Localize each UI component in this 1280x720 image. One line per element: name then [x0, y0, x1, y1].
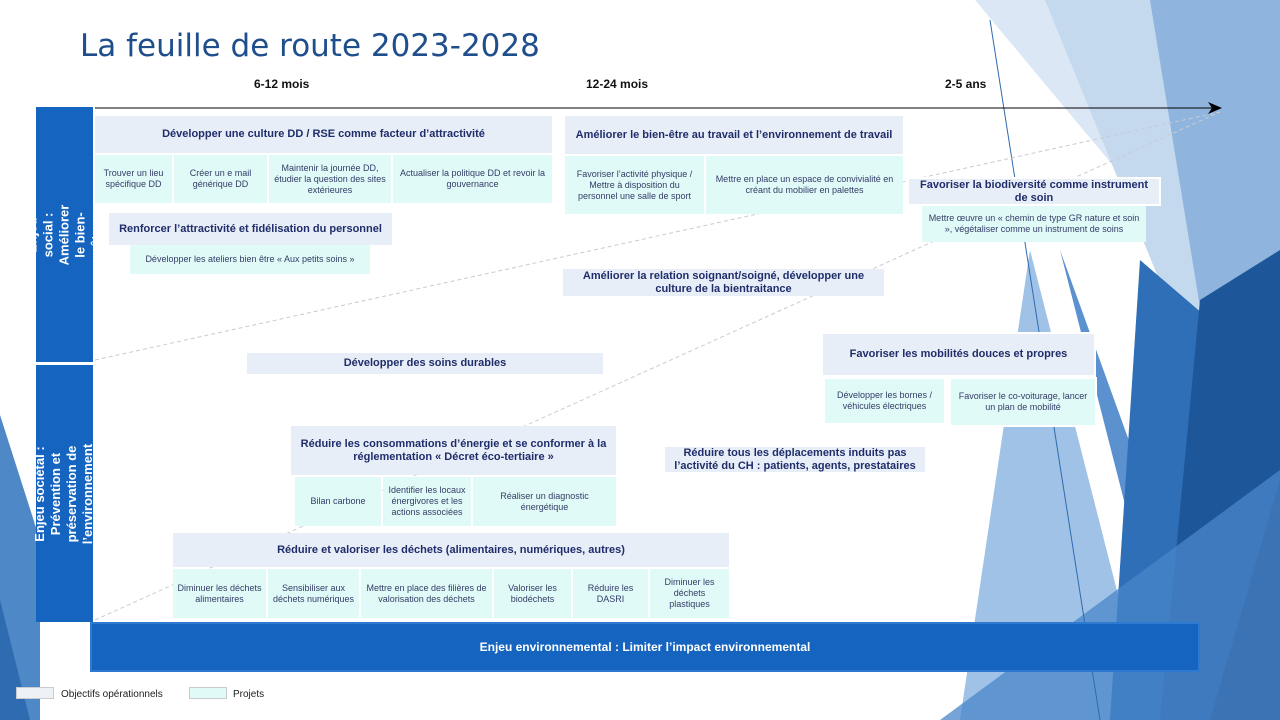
project-bilan-carbone: Bilan carbone	[295, 477, 381, 526]
legend-swatch-objectives	[16, 687, 54, 699]
project-dechets-plastiques: Diminuer les déchets plastiques	[650, 569, 729, 618]
project-email-dd: Créer un e mail générique DD	[174, 155, 267, 203]
objective-mobilites: Favoriser les mobilités douces et propres	[821, 332, 1096, 377]
project-dechets-numeriques: Sensibiliser aux déchets numériques	[268, 569, 359, 618]
objective-attractivite: Renforcer l’attractivité et fidélisation du personnel	[109, 213, 392, 245]
objective-deplacements: Réduire tous les déplacements induits pas l’activité du CH : patients, agents, prestataires	[665, 447, 925, 472]
timeline-label-long: 2-5 ans	[945, 77, 987, 91]
project-biodechets: Valoriser les biodéchets	[494, 569, 571, 618]
project-locaux-energivores: Identifier les locaux énergivores et les actions associées	[383, 477, 471, 526]
project-covoiturage: Favoriser le co-voiturage, lancer un plan de mobilité	[949, 377, 1097, 427]
objective-culture-dd: Développer une culture DD / RSE comme facteur d’attractivité	[95, 116, 552, 153]
project-diagnostic-energetique: Réaliser un diagnostic énergétique	[473, 477, 616, 526]
project-politique-dd: Actualiser la politique DD et revoir la gouvernance	[393, 155, 552, 203]
objective-dechets: Réduire et valoriser les déchets (alimentaires, numériques, autres)	[173, 533, 729, 567]
project-ateliers-bien-etre: Développer les ateliers bien être « Aux petits soins »	[130, 245, 370, 274]
legend-label-objectives: Objectifs opérationnels	[61, 689, 163, 700]
project-activite-physique: Favoriser l’activité physique / Mettre à disposition du personnel une salle de sport	[565, 156, 704, 214]
societal-issue-label: Enjeu sociétal : Prévention et préservation de l’environnement	[36, 365, 93, 622]
timeline-label-medium: 12-24 mois	[586, 77, 649, 91]
social-issue-label: Enjeu social : Améliorer le bien-être	[36, 107, 93, 362]
timeline-label-short: 6-12 mois	[254, 77, 310, 91]
project-journee-dd: Maintenir la journée DD, étudier la question des sites extérieures	[269, 155, 391, 203]
project-filieres-valorisation: Mettre en place des filières de valorisation des déchets	[361, 569, 492, 618]
project-chemin-gr: Mettre œuvre un « chemin de type GR nature et soin », végétaliser comme un instrument de soins	[922, 206, 1146, 242]
project-bornes-electriques: Développer les bornes / véhicules électriques	[823, 377, 946, 425]
page-title: La feuille de route 2023-2028	[80, 28, 540, 64]
objective-soins-durables: Développer des soins durables	[247, 353, 603, 374]
legend-label-projects: Projets	[233, 689, 265, 700]
project-dechets-alimentaires: Diminuer les déchets alimentaires	[173, 569, 266, 618]
legend-swatch-projects	[189, 687, 227, 699]
objective-bien-etre-travail: Améliorer le bien-être au travail et l’environnement de travail	[565, 116, 903, 154]
objective-relation-soignant: Améliorer la relation soignant/soigné, développer une culture de la bientraitance	[563, 269, 884, 296]
environmental-issue-bar: Enjeu environnemental : Limiter l’impact environnemental	[90, 622, 1200, 672]
project-lieu-dd: Trouver un lieu spécifique DD	[95, 155, 172, 203]
objective-biodiversite: Favoriser la biodiversité comme instrument de soin	[907, 177, 1161, 206]
project-espace-convivialite: Mettre en place un espace de convivialité en créant du mobilier en palettes	[706, 156, 903, 214]
objective-energie: Réduire les consommations d’énergie et se conformer à la réglementation « Décret éco-tertiaire »	[291, 426, 616, 475]
project-dasri: Réduire les DASRI	[573, 569, 648, 618]
